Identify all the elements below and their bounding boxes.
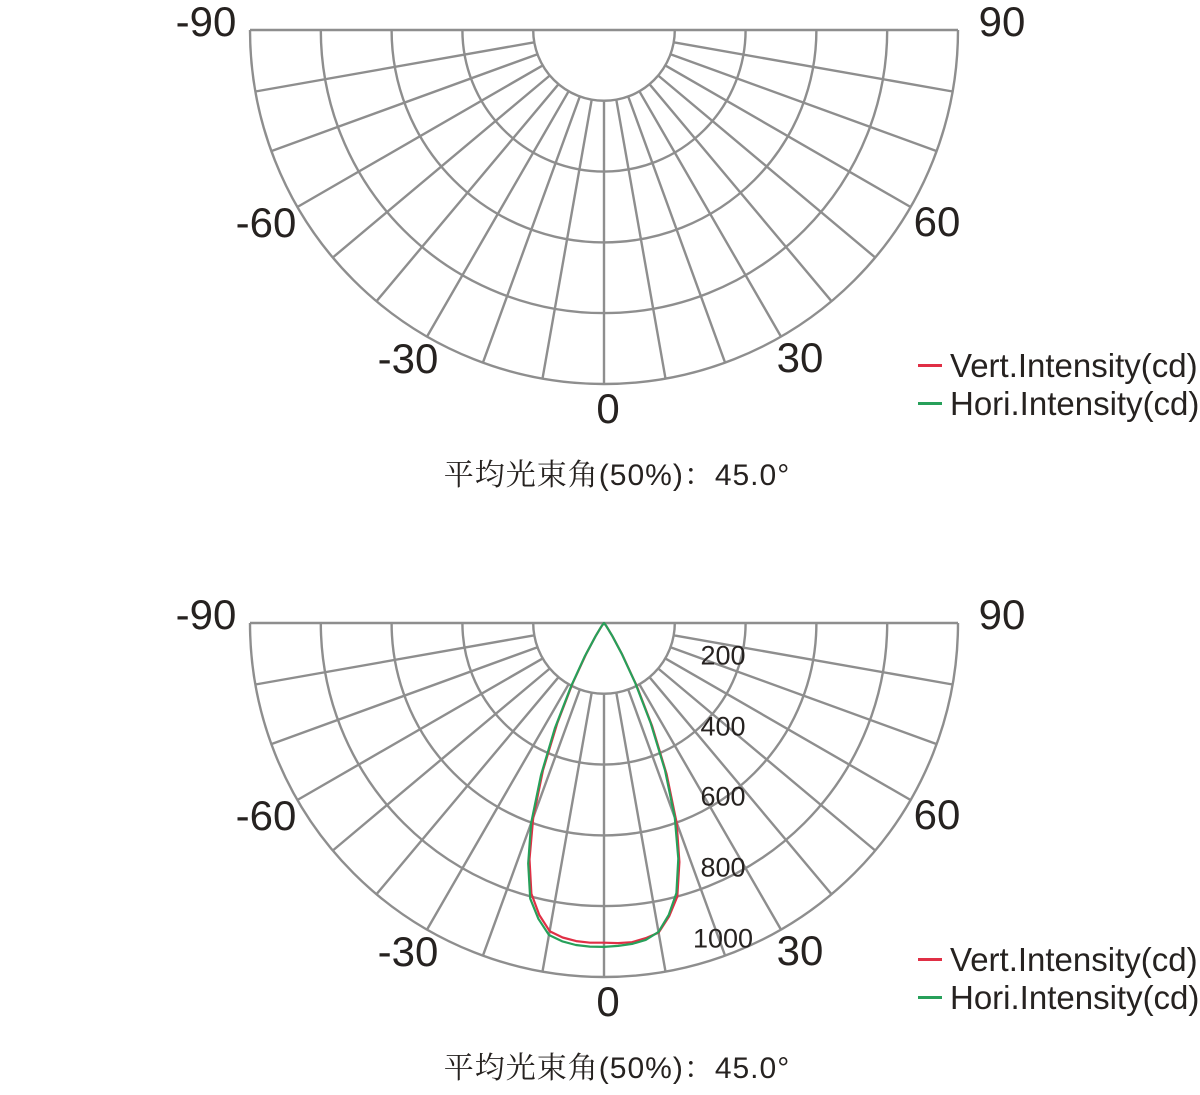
angle-tick-label-0: 0 (596, 385, 620, 432)
polar-grid-lines (250, 623, 958, 977)
radial-tick-label-200: 200 (700, 640, 746, 671)
legend-row-vert (918, 346, 1200, 384)
beam-angle-caption: 平均光束角(50%)：45.0° (443, 1052, 791, 1085)
radial-tick-label-600: 600 (700, 781, 746, 812)
legend-row-hori (918, 978, 1200, 1016)
legend (918, 346, 1200, 422)
polar-chart-bottom (0, 593, 1200, 1095)
legend-row-vert (918, 940, 1200, 978)
vert-intensity-line-swatch (918, 958, 942, 961)
angle-tick-label--60: -60 (235, 792, 297, 839)
hori-intensity-line-swatch (918, 402, 942, 405)
angle-tick-label-90: 90 (978, 0, 1026, 45)
legend-row-hori (918, 384, 1200, 422)
legend-label-vert: Vert.Intensity(cd) (950, 346, 1198, 384)
legend-label-hori: Hori.Intensity(cd) (950, 384, 1200, 422)
angle-tick-label-60: 60 (913, 198, 961, 245)
hori-intensity-line-swatch (918, 996, 942, 999)
vert-intensity-line-swatch (918, 364, 942, 367)
beam-angle-caption: 平均光束角(50%)：45.0° (443, 459, 791, 492)
radial-tick-label-800: 800 (700, 852, 746, 883)
polar-grid-lines (250, 30, 958, 384)
radial-tick-label-1000: 1000 (692, 923, 754, 954)
radial-tick-label-400: 400 (700, 711, 746, 742)
angle-tick-label-0: 0 (596, 978, 620, 1025)
legend (918, 940, 1200, 1016)
angle-tick-label-60: 60 (913, 791, 961, 838)
legend-label-vert: Vert.Intensity(cd) (950, 940, 1198, 978)
angle-tick-label--30: -30 (377, 928, 439, 975)
angle-tick-label--30: -30 (377, 335, 439, 382)
angle-tick-label--90: -90 (175, 591, 237, 638)
angle-tick-label--90: -90 (175, 0, 237, 45)
angle-tick-label--60: -60 (235, 199, 297, 246)
angle-tick-label-90: 90 (978, 591, 1026, 638)
angle-tick-label-30: 30 (776, 334, 824, 381)
legend-label-hori: Hori.Intensity(cd) (950, 978, 1200, 1016)
angle-tick-label-30: 30 (776, 927, 824, 974)
